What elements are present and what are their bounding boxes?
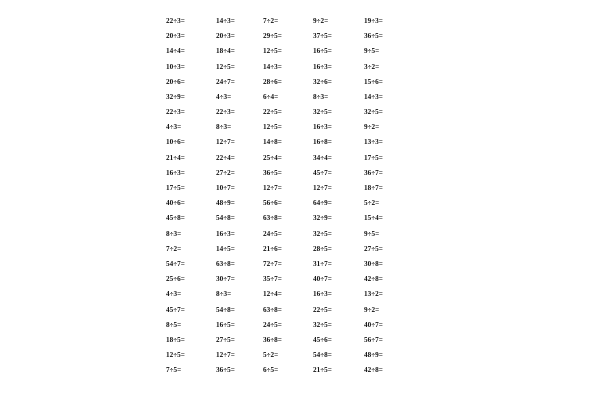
division-problem: 20÷3= [216,32,235,41]
division-problem: 36÷8= [263,335,282,344]
division-problem: 30÷8= [364,259,383,268]
division-problem: 20÷3= [166,32,185,41]
problem-row [166,227,406,242]
problem-row [166,166,406,181]
division-problem: 17÷5= [166,184,185,193]
division-problem: 22÷3= [166,108,185,117]
division-problem: 9÷2= [313,16,329,25]
division-problem: 30÷7= [216,275,235,284]
division-problem: 34÷4= [313,153,332,162]
problem-row [166,14,406,29]
division-problem: 36÷5= [216,366,235,375]
division-problem: 72÷7= [263,259,282,268]
division-problem: 21÷4= [166,153,185,162]
problem-row [166,181,406,196]
division-problem: 45÷6= [313,335,332,344]
division-problem: 6÷4= [263,92,279,101]
division-problem: 12÷7= [263,184,282,193]
division-problem: 14÷3= [263,62,282,71]
division-problem: 22÷3= [216,108,235,117]
division-problem: 32÷5= [313,229,332,238]
division-problem: 10÷6= [166,138,185,147]
division-problem: 8÷3= [216,123,232,132]
division-problem: 24÷5= [263,320,282,329]
division-problem: 48÷9= [364,351,383,360]
problem-row [166,90,406,105]
division-problem: 28÷6= [263,77,282,86]
problem-row [166,120,406,135]
division-problem: 16÷5= [313,47,332,56]
division-problem: 21÷6= [263,244,282,253]
division-problem: 16÷3= [313,62,332,71]
division-problem: 22÷3= [166,16,185,25]
division-problem: 21÷5= [313,366,332,375]
division-problem: 12÷5= [263,123,282,132]
problem-row [166,303,406,318]
division-problem: 18÷7= [364,184,383,193]
division-problem: 27÷2= [216,168,235,177]
problem-row [166,105,406,120]
division-problem: 9÷5= [364,229,380,238]
division-problem: 19÷3= [364,16,383,25]
division-problem: 36÷7= [364,168,383,177]
division-problem: 12÷7= [216,138,235,147]
division-problem: 45÷8= [166,214,185,223]
division-problem: 8÷5= [166,320,182,329]
division-problem: 13÷2= [364,290,383,299]
division-problem: 12÷7= [313,184,332,193]
division-problem: 36÷5= [364,32,383,41]
problem-row [166,60,406,75]
division-problem: 10÷3= [166,62,185,71]
division-problem: 64÷9= [313,199,332,208]
division-problem: 7÷2= [263,16,279,25]
division-problem: 40÷6= [166,199,185,208]
division-problem: 22÷5= [313,305,332,314]
division-problem: 32÷6= [313,77,332,86]
division-problem: 18÷5= [166,335,185,344]
division-problem: 35÷7= [263,275,282,284]
division-problem: 12÷5= [216,62,235,71]
problem-row [166,287,406,302]
division-problem: 29÷5= [263,32,282,41]
division-problem: 7÷2= [166,244,182,253]
division-problem: 8÷3= [166,229,182,238]
division-problem: 56÷7= [364,335,383,344]
division-problem: 12÷5= [166,351,185,360]
problem-row [166,318,406,333]
division-problem: 15÷4= [364,214,383,223]
problem-row [166,272,406,287]
division-problem: 40÷7= [313,275,332,284]
division-problem: 5÷2= [364,199,380,208]
problem-row [166,136,406,151]
division-problem: 42÷8= [364,366,383,375]
division-problem: 54÷8= [313,351,332,360]
division-problem: 18÷4= [216,47,235,56]
division-problem: 25÷6= [166,275,185,284]
division-problem: 14÷3= [364,92,383,101]
problem-row [166,29,406,44]
division-problem: 4÷3= [166,123,182,132]
division-problem: 16÷5= [216,320,235,329]
division-problem: 40÷7= [364,320,383,329]
division-problem: 17÷5= [364,153,383,162]
problem-row [166,211,406,226]
division-problem: 42÷8= [364,275,383,284]
division-problem: 32÷5= [364,108,383,117]
division-problem: 27÷5= [216,335,235,344]
division-problem: 63÷8= [263,305,282,314]
division-problem: 54÷8= [216,305,235,314]
division-problem: 32÷5= [313,108,332,117]
problem-row [166,333,406,348]
division-problem: 20÷6= [166,77,185,86]
division-problem: 32÷5= [313,320,332,329]
division-problem: 6÷5= [263,366,279,375]
division-problem: 32÷9= [313,214,332,223]
division-problem: 22÷5= [263,108,282,117]
division-problem: 7÷5= [166,366,182,375]
division-problem: 24÷7= [216,77,235,86]
division-problem: 14÷8= [263,138,282,147]
division-problem: 45÷7= [313,168,332,177]
problem-row [166,257,406,272]
division-problem: 25÷4= [263,153,282,162]
division-problem: 9÷2= [364,123,380,132]
division-problem: 27÷5= [364,244,383,253]
division-problem: 16÷8= [313,138,332,147]
division-problem: 63÷8= [263,214,282,223]
problem-row [166,348,406,363]
problem-row [166,242,406,257]
division-problem: 12÷4= [263,290,282,299]
division-problem: 16÷3= [216,229,235,238]
division-problem: 4÷3= [216,92,232,101]
division-problem: 32÷9= [166,92,185,101]
division-worksheet [166,14,406,379]
division-problem: 54÷7= [166,259,185,268]
division-problem: 10÷7= [216,184,235,193]
division-problem: 22÷4= [216,153,235,162]
division-problem: 37÷5= [313,32,332,41]
problem-row [166,44,406,59]
division-problem: 4÷3= [166,290,182,299]
problem-row [166,151,406,166]
division-problem: 3÷2= [364,62,380,71]
division-problem: 8÷3= [313,92,329,101]
division-problem: 45÷7= [166,305,185,314]
division-problem: 24÷5= [263,229,282,238]
division-problem: 28÷5= [313,244,332,253]
division-problem: 14÷4= [166,47,185,56]
division-problem: 8÷3= [216,290,232,299]
division-problem: 16÷3= [313,123,332,132]
division-problem: 56÷6= [263,199,282,208]
problem-row [166,75,406,90]
division-problem: 31÷7= [313,259,332,268]
division-problem: 16÷3= [166,168,185,177]
problem-row [166,363,406,378]
division-problem: 36÷5= [263,168,282,177]
division-problem: 12÷5= [263,47,282,56]
division-problem: 14÷3= [216,16,235,25]
division-problem: 16÷3= [313,290,332,299]
division-problem: 15÷6= [364,77,383,86]
division-problem: 54÷8= [216,214,235,223]
division-problem: 63÷8= [216,259,235,268]
division-problem: 9÷5= [364,47,380,56]
division-problem: 14÷5= [216,244,235,253]
division-problem: 5÷2= [263,351,279,360]
division-problem: 13÷3= [364,138,383,147]
division-problem: 12÷7= [216,351,235,360]
division-problem: 48÷9= [216,199,235,208]
problem-row [166,196,406,211]
division-problem: 9÷2= [364,305,380,314]
